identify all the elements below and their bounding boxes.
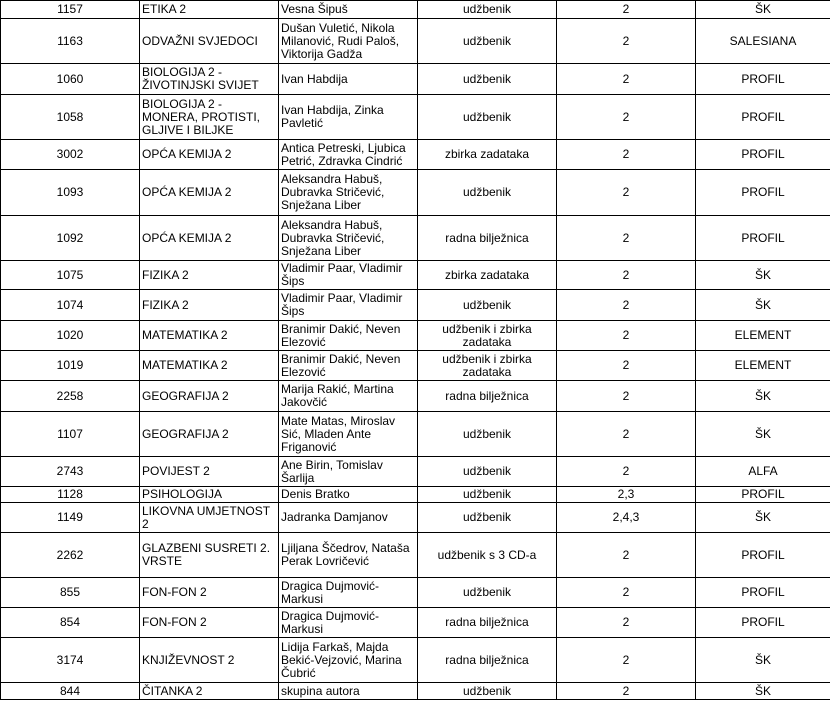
material-type-cell: radna bilježnica <box>418 638 557 683</box>
table-row <box>1 170 830 216</box>
material-type-cell: udžbenik <box>418 487 557 503</box>
material-type-cell: udžbenik <box>418 683 557 700</box>
publisher-cell: ŠK <box>696 261 830 290</box>
authors-cell: Ivan Habdija, Zinka Pavletić <box>279 95 418 140</box>
authors-cell: Branimir Dakić, Neven Elezović <box>279 321 418 351</box>
catalog-number-cell: 855 <box>1 578 140 608</box>
catalog-number-cell: 1107 <box>1 412 140 457</box>
catalog-number-cell: 1019 <box>1 351 140 381</box>
grade-cell: 2 <box>557 578 696 608</box>
grade-cell: 2 <box>557 140 696 170</box>
title-cell: LIKOVNA UMJETNOST 2 <box>140 503 279 533</box>
table-row <box>1 533 830 578</box>
publisher-cell: ŠK <box>696 503 830 533</box>
grade-cell: 2 <box>557 608 696 638</box>
catalog-number-cell: 1093 <box>1 170 140 216</box>
grade-cell: 2 <box>557 290 696 321</box>
table-row <box>1 457 830 487</box>
title-cell: KNJIŽEVNOST 2 <box>140 638 279 683</box>
material-type-cell: udžbenik <box>418 64 557 95</box>
material-type-cell: udžbenik <box>418 1 557 19</box>
grade-cell: 2 <box>557 683 696 700</box>
material-type-cell: udžbenik <box>418 290 557 321</box>
authors-cell: Dragica Dujmović-Markusi <box>279 578 418 608</box>
grade-cell: 2 <box>557 638 696 683</box>
material-type-cell: udžbenik <box>418 457 557 487</box>
title-cell: FON-FON 2 <box>140 578 279 608</box>
grade-cell: 2 <box>557 216 696 261</box>
title-cell: ČITANKA 2 <box>140 683 279 700</box>
publisher-cell: ŠK <box>696 412 830 457</box>
table-row <box>1 1 830 19</box>
authors-cell: Vesna Šipuš <box>279 1 418 19</box>
publisher-cell: SALESIANA <box>696 19 830 64</box>
catalog-number-cell: 2743 <box>1 457 140 487</box>
authors-cell: Vladimir Paar, Vladimir Šips <box>279 261 418 290</box>
grade-cell: 2 <box>557 261 696 290</box>
authors-cell: Ane Birin, Tomislav Šarlija <box>279 457 418 487</box>
title-cell: OPĆA KEMIJA 2 <box>140 216 279 261</box>
title-cell: GEOGRAFIJA 2 <box>140 412 279 457</box>
material-type-cell: udžbenik <box>418 412 557 457</box>
title-cell: OPĆA KEMIJA 2 <box>140 140 279 170</box>
title-cell: FON-FON 2 <box>140 608 279 638</box>
authors-cell: Ljiljana Ščedrov, Nataša Perak Lovričević <box>279 533 418 578</box>
title-cell: MATEMATIKA 2 <box>140 351 279 381</box>
grade-cell: 2 <box>557 533 696 578</box>
material-type-cell: zbirka zadataka <box>418 261 557 290</box>
table-row <box>1 19 830 64</box>
authors-cell: Vladimir Paar, Vladimir Šips <box>279 290 418 321</box>
authors-cell: Dragica Dujmović-Markusi <box>279 608 418 638</box>
grade-cell: 2,4,3 <box>557 503 696 533</box>
grade-cell: 2 <box>557 64 696 95</box>
catalog-number-cell: 1074 <box>1 290 140 321</box>
material-type-cell: udžbenik <box>418 503 557 533</box>
authors-cell: Mate Matas, Miroslav Sić, Mladen Ante Friganović <box>279 412 418 457</box>
table-row <box>1 608 830 638</box>
catalog-number-cell: 1060 <box>1 64 140 95</box>
material-type-cell: radna bilježnica <box>418 216 557 261</box>
publisher-cell: ŠK <box>696 381 830 412</box>
material-type-cell: udžbenik <box>418 578 557 608</box>
material-type-cell: udžbenik <box>418 170 557 216</box>
grade-cell: 2,3 <box>557 487 696 503</box>
title-cell: POVIJEST 2 <box>140 457 279 487</box>
material-type-cell: udžbenik <box>418 19 557 64</box>
publisher-cell: ŠK <box>696 290 830 321</box>
grade-cell: 2 <box>557 381 696 412</box>
publisher-cell: PROFIL <box>696 487 830 503</box>
material-type-cell: udžbenik i zbirka zadataka <box>418 351 557 381</box>
table-row <box>1 381 830 412</box>
title-cell: BIOLOGIJA 2 - ŽIVOTINJSKI SVIJET <box>140 64 279 95</box>
table-row <box>1 683 830 700</box>
table-row <box>1 578 830 608</box>
title-cell: PSIHOLOGIJA <box>140 487 279 503</box>
title-cell: FIZIKA 2 <box>140 261 279 290</box>
table-row <box>1 412 830 457</box>
grade-cell: 2 <box>557 19 696 64</box>
publisher-cell: ELEMENT <box>696 351 830 381</box>
table-row <box>1 140 830 170</box>
grade-cell: 2 <box>557 170 696 216</box>
table-row <box>1 351 830 381</box>
authors-cell: Dušan Vuletić, Nikola Milanović, Rudi Paloš, Viktorija Gadža <box>279 19 418 64</box>
catalog-number-cell: 844 <box>1 683 140 700</box>
authors-cell: skupina autora <box>279 683 418 700</box>
title-cell: ETIKA 2 <box>140 1 279 19</box>
catalog-number-cell: 1157 <box>1 1 140 19</box>
catalog-number-cell: 2262 <box>1 533 140 578</box>
title-cell: GEOGRAFIJA 2 <box>140 381 279 412</box>
authors-cell: Jadranka Damjanov <box>279 503 418 533</box>
material-type-cell: radna bilježnica <box>418 381 557 412</box>
catalog-number-cell: 1020 <box>1 321 140 351</box>
title-cell: BIOLOGIJA 2 - MONERA, PROTISTI, GLJIVE I BILJKE <box>140 95 279 140</box>
catalog-number-cell: 1058 <box>1 95 140 140</box>
table-row <box>1 487 830 503</box>
material-type-cell: radna bilježnica <box>418 608 557 638</box>
table-row <box>1 290 830 321</box>
catalog-number-cell: 854 <box>1 608 140 638</box>
publisher-cell: PROFIL <box>696 608 830 638</box>
title-cell: ODVAŽNI SVJEDOCI <box>140 19 279 64</box>
publisher-cell: PROFIL <box>696 578 830 608</box>
table-row <box>1 321 830 351</box>
catalog-number-cell: 1149 <box>1 503 140 533</box>
authors-cell: Aleksandra Habuš, Dubravka Stričević, Snježana Liber <box>279 170 418 216</box>
table-row <box>1 95 830 140</box>
catalog-number-cell: 1163 <box>1 19 140 64</box>
catalog-number-cell: 3002 <box>1 140 140 170</box>
grade-cell: 2 <box>557 412 696 457</box>
table-body <box>1 1 830 700</box>
title-cell: OPĆA KEMIJA 2 <box>140 170 279 216</box>
publisher-cell: PROFIL <box>696 64 830 95</box>
table-row <box>1 503 830 533</box>
catalog-number-cell: 3174 <box>1 638 140 683</box>
publisher-cell: PROFIL <box>696 216 830 261</box>
table-row <box>1 64 830 95</box>
catalog-number-cell: 1075 <box>1 261 140 290</box>
publisher-cell: ŠK <box>696 683 830 700</box>
grade-cell: 2 <box>557 321 696 351</box>
publisher-cell: PROFIL <box>696 140 830 170</box>
catalog-number-cell: 1092 <box>1 216 140 261</box>
authors-cell: Lidija Farkaš, Majda Bekić-Vejzović, Marina Čubrić <box>279 638 418 683</box>
title-cell: GLAZBENI SUSRETI 2. VRSTE <box>140 533 279 578</box>
authors-cell: Marija Rakić, Martina Jakovčić <box>279 381 418 412</box>
title-cell: MATEMATIKA 2 <box>140 321 279 351</box>
authors-cell: Antica Petreski, Ljubica Petrić, Zdravka Cindrić <box>279 140 418 170</box>
title-cell: FIZIKA 2 <box>140 290 279 321</box>
table-row <box>1 638 830 683</box>
publisher-cell: ŠK <box>696 638 830 683</box>
catalog-number-cell: 2258 <box>1 381 140 412</box>
publisher-cell: ELEMENT <box>696 321 830 351</box>
authors-cell: Aleksandra Habuš, Dubravka Stričević, Snježana Liber <box>279 216 418 261</box>
material-type-cell: zbirka zadataka <box>418 140 557 170</box>
publisher-cell: ŠK <box>696 1 830 19</box>
grade-cell: 2 <box>557 351 696 381</box>
publisher-cell: PROFIL <box>696 95 830 140</box>
publisher-cell: PROFIL <box>696 533 830 578</box>
grade-cell: 2 <box>557 95 696 140</box>
grade-cell: 2 <box>557 457 696 487</box>
grade-cell: 2 <box>557 1 696 19</box>
authors-cell: Denis Bratko <box>279 487 418 503</box>
material-type-cell: udžbenik <box>418 95 557 140</box>
publisher-cell: PROFIL <box>696 170 830 216</box>
table-row <box>1 216 830 261</box>
table-row <box>1 261 830 290</box>
publisher-cell: ALFA <box>696 457 830 487</box>
material-type-cell: udžbenik i zbirka zadataka <box>418 321 557 351</box>
catalog-number-cell: 1128 <box>1 487 140 503</box>
material-type-cell: udžbenik s 3 CD-a <box>418 533 557 578</box>
authors-cell: Branimir Dakić, Neven Elezović <box>279 351 418 381</box>
authors-cell: Ivan Habdija <box>279 64 418 95</box>
